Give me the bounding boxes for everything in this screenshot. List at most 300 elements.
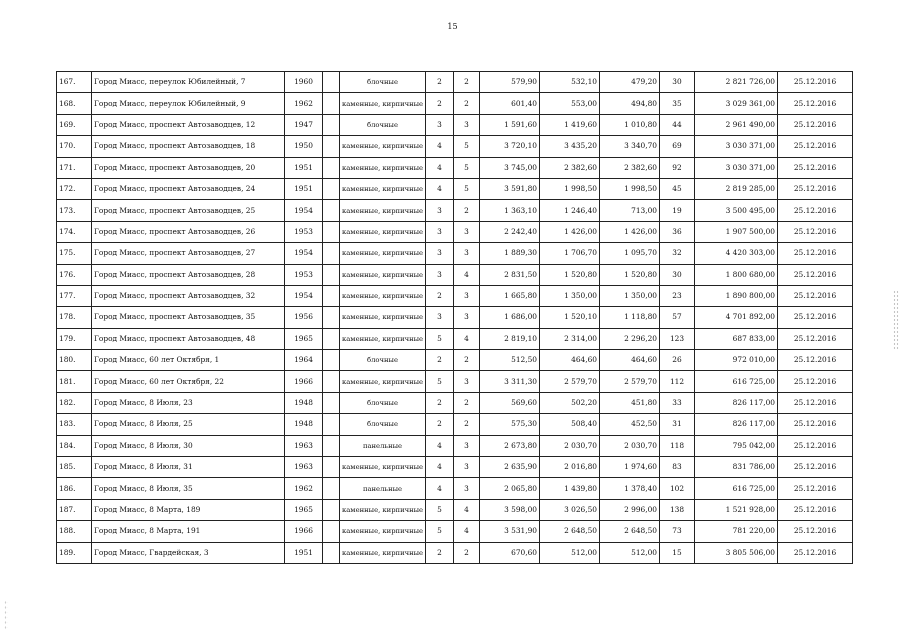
floors-cell: 2 (426, 392, 454, 413)
living-area-cell: 1 426,00 (600, 221, 660, 242)
empty-cell (323, 114, 340, 135)
entrances-cell: 5 (454, 136, 480, 157)
empty-cell (323, 392, 340, 413)
residents-cell: 83 (660, 457, 695, 478)
floors-cell: 5 (426, 328, 454, 349)
empty-cell (323, 93, 340, 114)
table-row (57, 457, 853, 478)
wall-material-cell: каменные, кирпичные (340, 542, 426, 563)
living-area-cell: 1 350,00 (600, 285, 660, 306)
table-row (57, 243, 853, 264)
total-area-cell: 2 635,90 (480, 457, 540, 478)
address-cell: Город Миасс, проспект Автозаводцев, 27 (92, 243, 285, 264)
floors-cell: 5 (426, 371, 454, 392)
entrances-cell: 2 (454, 93, 480, 114)
housing-register-table (56, 71, 853, 564)
living-area-cell: 2 382,60 (600, 157, 660, 178)
total-area-cell: 1 591,60 (480, 114, 540, 135)
row-number-cell: 175. (57, 243, 92, 264)
table-row (57, 328, 853, 349)
total-area-cell: 3 591,80 (480, 178, 540, 199)
total-area-cell: 601,40 (480, 93, 540, 114)
address-cell: Город Миасс, проспект Автозаводцев, 35 (92, 307, 285, 328)
cost-cell: 1 907 500,00 (695, 221, 778, 242)
year-built-cell: 1966 (285, 521, 323, 542)
row-number-cell: 170. (57, 136, 92, 157)
cost-cell: 1 800 680,00 (695, 264, 778, 285)
row-number-cell: 171. (57, 157, 92, 178)
premises-area-cell: 3 435,20 (540, 136, 600, 157)
floors-cell: 3 (426, 264, 454, 285)
entrances-cell: 4 (454, 521, 480, 542)
date-cell: 25.12.2016 (778, 264, 853, 285)
empty-cell (323, 435, 340, 456)
date-cell: 25.12.2016 (778, 285, 853, 306)
row-number-cell: 187. (57, 499, 92, 520)
residents-cell: 123 (660, 328, 695, 349)
residents-cell: 92 (660, 157, 695, 178)
residents-cell: 19 (660, 200, 695, 221)
row-number-cell: 185. (57, 457, 92, 478)
premises-area-cell: 1 246,40 (540, 200, 600, 221)
entrances-cell: 3 (454, 457, 480, 478)
table-row (57, 542, 853, 563)
date-cell: 25.12.2016 (778, 200, 853, 221)
residents-cell: 112 (660, 371, 695, 392)
date-cell: 25.12.2016 (778, 542, 853, 563)
row-number-cell: 184. (57, 435, 92, 456)
row-number-cell: 168. (57, 93, 92, 114)
cost-cell: 616 725,00 (695, 371, 778, 392)
empty-cell (323, 200, 340, 221)
living-area-cell: 1 520,80 (600, 264, 660, 285)
total-area-cell: 1 363,10 (480, 200, 540, 221)
row-number-cell: 186. (57, 478, 92, 499)
address-cell: Город Миасс, проспект Автозаводцев, 25 (92, 200, 285, 221)
cost-cell: 826 117,00 (695, 414, 778, 435)
living-area-cell: 2 579,70 (600, 371, 660, 392)
table-row (57, 371, 853, 392)
cost-cell: 3 029 361,00 (695, 93, 778, 114)
total-area-cell: 670,60 (480, 542, 540, 563)
date-cell: 25.12.2016 (778, 499, 853, 520)
table-row (57, 350, 853, 371)
wall-material-cell: каменные, кирпичные (340, 221, 426, 242)
table-row (57, 221, 853, 242)
date-cell: 25.12.2016 (778, 221, 853, 242)
premises-area-cell: 508,40 (540, 414, 600, 435)
empty-cell (323, 157, 340, 178)
date-cell: 25.12.2016 (778, 457, 853, 478)
table-row (57, 72, 853, 93)
floors-cell: 4 (426, 136, 454, 157)
table-row (57, 285, 853, 306)
cost-cell: 3 030 371,00 (695, 136, 778, 157)
empty-cell (323, 221, 340, 242)
total-area-cell: 3 720,10 (480, 136, 540, 157)
cost-cell: 826 117,00 (695, 392, 778, 413)
premises-area-cell: 2 016,80 (540, 457, 600, 478)
living-area-cell: 464,60 (600, 350, 660, 371)
row-number-cell: 178. (57, 307, 92, 328)
floors-cell: 4 (426, 457, 454, 478)
table-row (57, 264, 853, 285)
total-area-cell: 1 889,30 (480, 243, 540, 264)
premises-area-cell: 532,10 (540, 72, 600, 93)
empty-cell (323, 478, 340, 499)
date-cell: 25.12.2016 (778, 435, 853, 456)
table-body (57, 72, 853, 564)
wall-material-cell: панельные (340, 435, 426, 456)
wall-material-cell: блочные (340, 72, 426, 93)
premises-area-cell: 512,00 (540, 542, 600, 563)
entrances-cell: 2 (454, 392, 480, 413)
living-area-cell: 713,00 (600, 200, 660, 221)
total-area-cell: 3 598,00 (480, 499, 540, 520)
cost-cell: 1 890 800,00 (695, 285, 778, 306)
entrances-cell: 3 (454, 371, 480, 392)
residents-cell: 30 (660, 264, 695, 285)
total-area-cell: 3 531,90 (480, 521, 540, 542)
row-number-cell: 189. (57, 542, 92, 563)
empty-cell (323, 178, 340, 199)
address-cell: Город Миасс, проспект Автозаводцев, 48 (92, 328, 285, 349)
address-cell: Город Миасс, Гвардейская, 3 (92, 542, 285, 563)
row-number-cell: 182. (57, 392, 92, 413)
cost-cell: 4 420 303,00 (695, 243, 778, 264)
wall-material-cell: панельные (340, 478, 426, 499)
premises-area-cell: 502,20 (540, 392, 600, 413)
premises-area-cell: 1 520,80 (540, 264, 600, 285)
cost-cell: 3 500 495,00 (695, 200, 778, 221)
address-cell: Город Миасс, 8 Июля, 35 (92, 478, 285, 499)
date-cell: 25.12.2016 (778, 328, 853, 349)
premises-area-cell: 1 350,00 (540, 285, 600, 306)
wall-material-cell: каменные, кирпичные (340, 93, 426, 114)
empty-cell (323, 328, 340, 349)
page-number: 15 (447, 22, 458, 31)
floors-cell: 3 (426, 307, 454, 328)
wall-material-cell: каменные, кирпичные (340, 307, 426, 328)
residents-cell: 138 (660, 499, 695, 520)
date-cell: 25.12.2016 (778, 93, 853, 114)
residents-cell: 32 (660, 243, 695, 264)
empty-cell (323, 414, 340, 435)
table-row (57, 392, 853, 413)
address-cell: Город Миасс, 60 лет Октября, 22 (92, 371, 285, 392)
cost-cell: 2 819 285,00 (695, 178, 778, 199)
year-built-cell: 1954 (285, 285, 323, 306)
residents-cell: 15 (660, 542, 695, 563)
total-area-cell: 2 831,50 (480, 264, 540, 285)
date-cell: 25.12.2016 (778, 157, 853, 178)
total-area-cell: 2 065,80 (480, 478, 540, 499)
premises-area-cell: 1 426,00 (540, 221, 600, 242)
living-area-cell: 479,20 (600, 72, 660, 93)
table-row (57, 435, 853, 456)
year-built-cell: 1962 (285, 93, 323, 114)
living-area-cell: 2 996,00 (600, 499, 660, 520)
entrances-cell: 2 (454, 350, 480, 371)
living-area-cell: 451,80 (600, 392, 660, 413)
living-area-cell: 3 340,70 (600, 136, 660, 157)
row-number-cell: 169. (57, 114, 92, 135)
row-number-cell: 174. (57, 221, 92, 242)
wall-material-cell: блочные (340, 414, 426, 435)
address-cell: Город Миасс, 8 Июля, 31 (92, 457, 285, 478)
empty-cell (323, 371, 340, 392)
floors-cell: 5 (426, 499, 454, 520)
empty-cell (323, 285, 340, 306)
empty-cell (323, 72, 340, 93)
row-number-cell: 167. (57, 72, 92, 93)
wall-material-cell: каменные, кирпичные (340, 521, 426, 542)
year-built-cell: 1948 (285, 414, 323, 435)
residents-cell: 36 (660, 221, 695, 242)
premises-area-cell: 3 026,50 (540, 499, 600, 520)
residents-cell: 23 (660, 285, 695, 306)
entrances-cell: 2 (454, 200, 480, 221)
floors-cell: 4 (426, 157, 454, 178)
table-row (57, 178, 853, 199)
cost-cell: 3 805 506,00 (695, 542, 778, 563)
row-number-cell: 176. (57, 264, 92, 285)
year-built-cell: 1956 (285, 307, 323, 328)
wall-material-cell: блочные (340, 392, 426, 413)
premises-area-cell: 464,60 (540, 350, 600, 371)
total-area-cell: 3 311,30 (480, 371, 540, 392)
floors-cell: 2 (426, 285, 454, 306)
entrances-cell: 5 (454, 157, 480, 178)
entrances-cell: 3 (454, 221, 480, 242)
address-cell: Город Миасс, проспект Автозаводцев, 32 (92, 285, 285, 306)
empty-cell (323, 457, 340, 478)
entrances-cell: 3 (454, 435, 480, 456)
year-built-cell: 1965 (285, 499, 323, 520)
premises-area-cell: 2 382,60 (540, 157, 600, 178)
entrances-cell: 5 (454, 178, 480, 199)
premises-area-cell: 2 648,50 (540, 521, 600, 542)
address-cell: Город Миасс, проспект Автозаводцев, 20 (92, 157, 285, 178)
cost-cell: 831 786,00 (695, 457, 778, 478)
year-built-cell: 1960 (285, 72, 323, 93)
living-area-cell: 1 010,80 (600, 114, 660, 135)
total-area-cell: 575,30 (480, 414, 540, 435)
premises-area-cell: 1 998,50 (540, 178, 600, 199)
date-cell: 25.12.2016 (778, 72, 853, 93)
residents-cell: 31 (660, 414, 695, 435)
residents-cell: 118 (660, 435, 695, 456)
premises-area-cell: 1 520,10 (540, 307, 600, 328)
total-area-cell: 2 242,40 (480, 221, 540, 242)
residents-cell: 44 (660, 114, 695, 135)
year-built-cell: 1963 (285, 457, 323, 478)
cost-cell: 687 833,00 (695, 328, 778, 349)
residents-cell: 69 (660, 136, 695, 157)
premises-area-cell: 1 419,60 (540, 114, 600, 135)
year-built-cell: 1947 (285, 114, 323, 135)
cost-cell: 795 042,00 (695, 435, 778, 456)
date-cell: 25.12.2016 (778, 521, 853, 542)
year-built-cell: 1962 (285, 478, 323, 499)
wall-material-cell: каменные, кирпичные (340, 136, 426, 157)
floors-cell: 2 (426, 72, 454, 93)
year-built-cell: 1948 (285, 392, 323, 413)
year-built-cell: 1951 (285, 157, 323, 178)
wall-material-cell: каменные, кирпичные (340, 243, 426, 264)
address-cell: Город Миасс, проспект Автозаводцев, 12 (92, 114, 285, 135)
table-row (57, 414, 853, 435)
living-area-cell: 512,00 (600, 542, 660, 563)
total-area-cell: 579,90 (480, 72, 540, 93)
address-cell: Город Миасс, проспект Автозаводцев, 24 (92, 178, 285, 199)
entrances-cell: 3 (454, 243, 480, 264)
floors-cell: 2 (426, 542, 454, 563)
living-area-cell: 1 974,60 (600, 457, 660, 478)
premises-area-cell: 2 314,00 (540, 328, 600, 349)
total-area-cell: 3 745,00 (480, 157, 540, 178)
entrances-cell: 3 (454, 478, 480, 499)
table-row (57, 307, 853, 328)
residents-cell: 73 (660, 521, 695, 542)
scan-artifact (893, 290, 899, 350)
year-built-cell: 1951 (285, 542, 323, 563)
date-cell: 25.12.2016 (778, 350, 853, 371)
premises-area-cell: 1 439,80 (540, 478, 600, 499)
date-cell: 25.12.2016 (778, 136, 853, 157)
entrances-cell: 2 (454, 542, 480, 563)
living-area-cell: 1 095,70 (600, 243, 660, 264)
row-number-cell: 183. (57, 414, 92, 435)
living-area-cell: 1 118,80 (600, 307, 660, 328)
wall-material-cell: каменные, кирпичные (340, 457, 426, 478)
address-cell: Город Миасс, проспект Автозаводцев, 18 (92, 136, 285, 157)
premises-area-cell: 1 706,70 (540, 243, 600, 264)
date-cell: 25.12.2016 (778, 243, 853, 264)
address-cell: Город Миасс, переулок Юбилейный, 7 (92, 72, 285, 93)
cost-cell: 2 821 726,00 (695, 72, 778, 93)
year-built-cell: 1953 (285, 264, 323, 285)
wall-material-cell: блочные (340, 114, 426, 135)
address-cell: Город Миасс, 8 Июля, 23 (92, 392, 285, 413)
entrances-cell: 4 (454, 499, 480, 520)
residents-cell: 35 (660, 93, 695, 114)
wall-material-cell: каменные, кирпичные (340, 157, 426, 178)
table-row (57, 499, 853, 520)
floors-cell: 2 (426, 414, 454, 435)
date-cell: 25.12.2016 (778, 371, 853, 392)
premises-area-cell: 2 030,70 (540, 435, 600, 456)
table-row (57, 136, 853, 157)
total-area-cell: 569,60 (480, 392, 540, 413)
entrances-cell: 4 (454, 264, 480, 285)
cost-cell: 972 010,00 (695, 350, 778, 371)
year-built-cell: 1964 (285, 350, 323, 371)
living-area-cell: 452,50 (600, 414, 660, 435)
row-number-cell: 172. (57, 178, 92, 199)
table-row (57, 478, 853, 499)
cost-cell: 3 030 371,00 (695, 157, 778, 178)
cost-cell: 616 725,00 (695, 478, 778, 499)
empty-cell (323, 542, 340, 563)
year-built-cell: 1966 (285, 371, 323, 392)
empty-cell (323, 307, 340, 328)
total-area-cell: 2 819,10 (480, 328, 540, 349)
entrances-cell: 3 (454, 285, 480, 306)
total-area-cell: 1 686,00 (480, 307, 540, 328)
wall-material-cell: каменные, кирпичные (340, 499, 426, 520)
wall-material-cell: каменные, кирпичные (340, 371, 426, 392)
living-area-cell: 494,80 (600, 93, 660, 114)
empty-cell (323, 350, 340, 371)
empty-cell (323, 499, 340, 520)
address-cell: Город Миасс, проспект Автозаводцев, 26 (92, 221, 285, 242)
address-cell: Город Миасс, 8 Марта, 189 (92, 499, 285, 520)
scan-artifact (4, 600, 8, 630)
residents-cell: 45 (660, 178, 695, 199)
address-cell: Город Миасс, 8 Июля, 30 (92, 435, 285, 456)
floors-cell: 4 (426, 178, 454, 199)
floors-cell: 5 (426, 521, 454, 542)
row-number-cell: 180. (57, 350, 92, 371)
wall-material-cell: каменные, кирпичные (340, 264, 426, 285)
date-cell: 25.12.2016 (778, 392, 853, 413)
cost-cell: 1 521 928,00 (695, 499, 778, 520)
table-row (57, 114, 853, 135)
floors-cell: 3 (426, 200, 454, 221)
residents-cell: 33 (660, 392, 695, 413)
year-built-cell: 1951 (285, 178, 323, 199)
entrances-cell: 2 (454, 414, 480, 435)
address-cell: Город Миасс, 8 Июля, 25 (92, 414, 285, 435)
living-area-cell: 2 648,50 (600, 521, 660, 542)
row-number-cell: 173. (57, 200, 92, 221)
wall-material-cell: каменные, кирпичные (340, 285, 426, 306)
total-area-cell: 512,50 (480, 350, 540, 371)
year-built-cell: 1954 (285, 200, 323, 221)
wall-material-cell: каменные, кирпичные (340, 178, 426, 199)
floors-cell: 2 (426, 350, 454, 371)
cost-cell: 781 220,00 (695, 521, 778, 542)
cost-cell: 2 961 490,00 (695, 114, 778, 135)
wall-material-cell: каменные, кирпичные (340, 328, 426, 349)
table-row (57, 93, 853, 114)
living-area-cell: 2 030,70 (600, 435, 660, 456)
empty-cell (323, 136, 340, 157)
floors-cell: 2 (426, 93, 454, 114)
row-number-cell: 188. (57, 521, 92, 542)
address-cell: Город Миасс, проспект Автозаводцев, 28 (92, 264, 285, 285)
row-number-cell: 179. (57, 328, 92, 349)
table-row (57, 200, 853, 221)
premises-area-cell: 553,00 (540, 93, 600, 114)
entrances-cell: 2 (454, 72, 480, 93)
year-built-cell: 1954 (285, 243, 323, 264)
year-built-cell: 1950 (285, 136, 323, 157)
entrances-cell: 3 (454, 307, 480, 328)
total-area-cell: 1 665,80 (480, 285, 540, 306)
wall-material-cell: каменные, кирпичные (340, 200, 426, 221)
empty-cell (323, 264, 340, 285)
address-cell: Город Миасс, 8 Марта, 191 (92, 521, 285, 542)
floors-cell: 3 (426, 243, 454, 264)
cost-cell: 4 701 892,00 (695, 307, 778, 328)
residents-cell: 102 (660, 478, 695, 499)
date-cell: 25.12.2016 (778, 307, 853, 328)
empty-cell (323, 521, 340, 542)
row-number-cell: 177. (57, 285, 92, 306)
table-row (57, 521, 853, 542)
